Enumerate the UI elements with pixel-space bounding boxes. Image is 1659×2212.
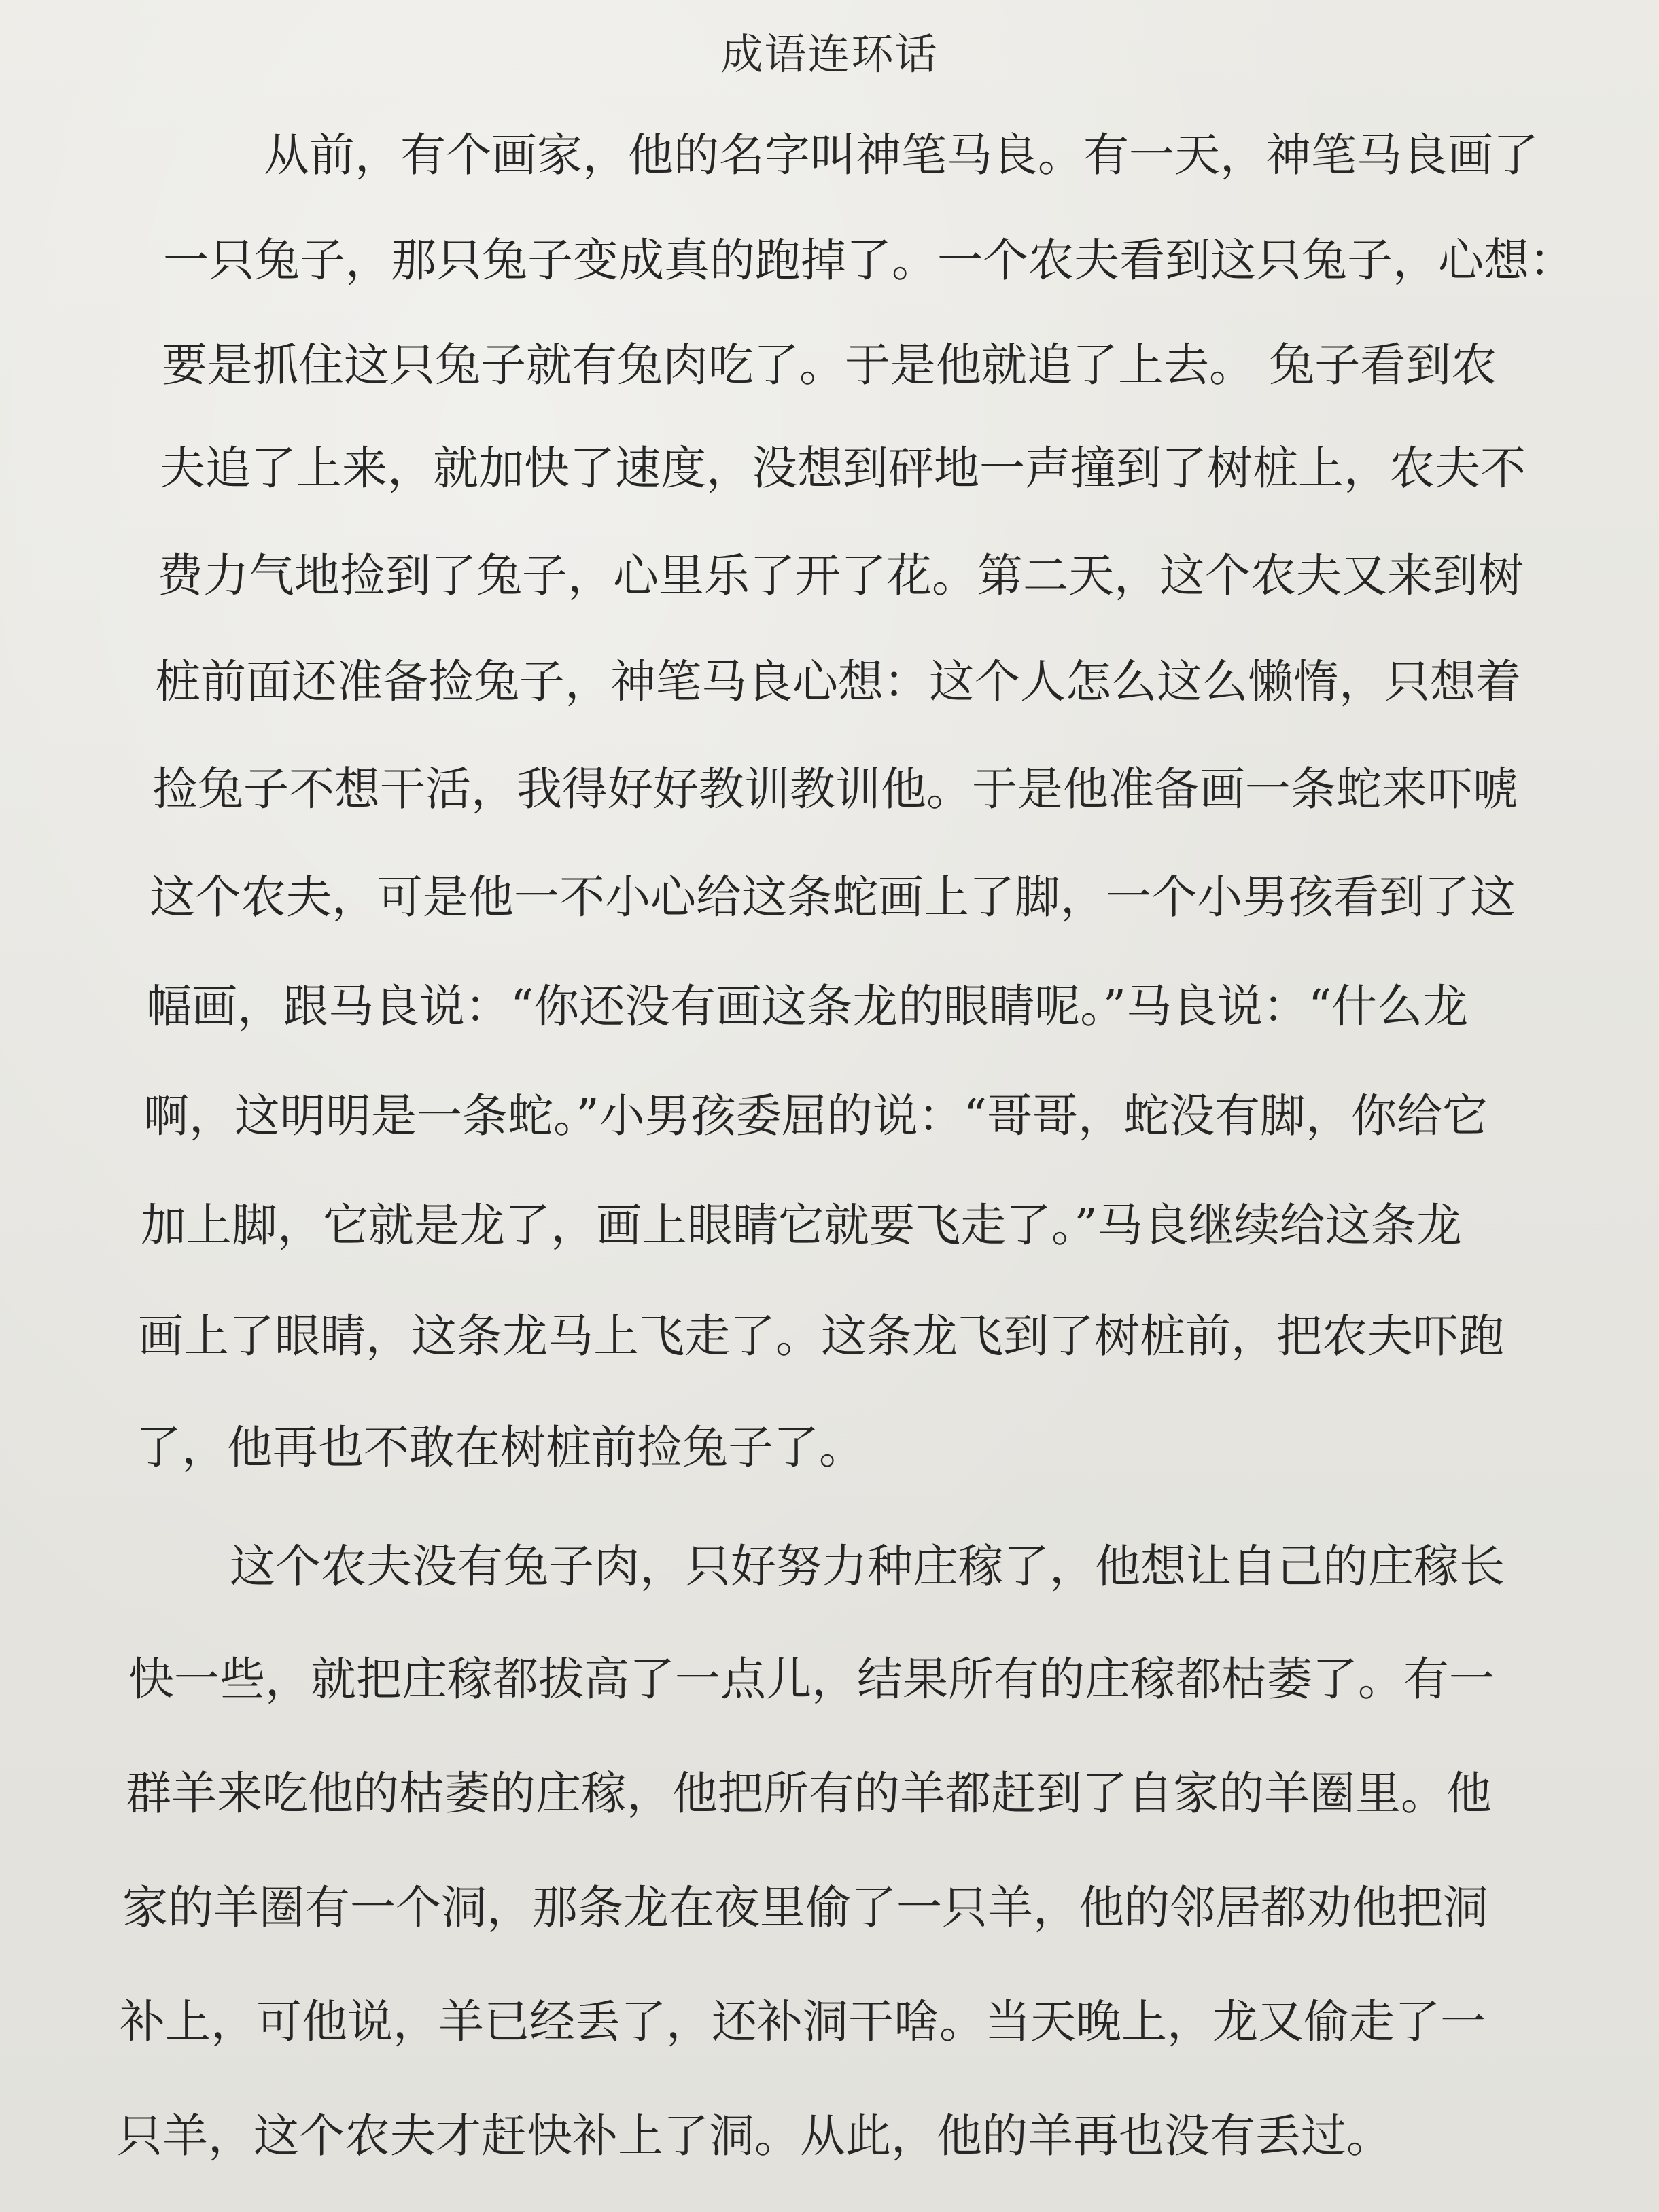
paragraph-1-line-5: 费力气地捡到了兔子，心里乐了开了花。第二天，这个农夫又来到树 — [158, 549, 1524, 602]
paragraph-1-line-1: 从前，有个画家，他的名字叫神笔马良。有一天，神笔马良画了 — [264, 128, 1539, 181]
paragraph-1-line-11: 加上脚，它就是龙了，画上眼睛它就要飞走了。”马良继续给这条龙 — [141, 1199, 1462, 1252]
paragraph-1-line-6: 桩前面还准备捡兔子，神笔马良心想：这个人怎么这么懒惰，只想着 — [155, 655, 1521, 708]
paragraph-1-line-9: 幅画，跟马良说：“你还没有画这条龙的眼睛呢。”马良说：“什么龙 — [146, 980, 1469, 1033]
document-title: 成语连环话 — [720, 29, 939, 79]
paragraph-2-line-6: 只羊，这个农夫才赶快补上了洞。从此，他的羊再也没有丢过。 — [117, 2109, 1392, 2162]
paragraph-2-line-2: 快一些，就把庄稼都拔高了一点儿，结果所有的庄稼都枯萎了。有一 — [128, 1653, 1495, 1706]
paragraph-1-line-10: 啊，这明明是一条蛇。”小男孩委屈的说：“哥哥，蛇没有脚，你给它 — [143, 1089, 1488, 1142]
paragraph-2-line-3: 群羊来吃他的枯萎的庄稼，他把所有的羊都赶到了自家的羊圈里。他 — [126, 1767, 1492, 1820]
paragraph-1-line-8: 这个农夫，可是他一不小心给这条蛇画上了脚，一个小男孩看到了这 — [150, 871, 1516, 924]
paragraph-1-line-7: 捡兔子不想干活，我得好好教训教训他。于是他准备画一条蛇来吓唬 — [152, 762, 1518, 815]
paragraph-2-line-5: 补上，可他说，羊已经丢了，还补洞干啥。当天晚上，龙又偷走了一 — [120, 1995, 1486, 2048]
paragraph-2-line-4: 家的羊圈有一个洞，那条龙在夜里偷了一只羊，他的邻居都劝他把洞 — [122, 1881, 1488, 1934]
paragraph-1-line-3: 要是抓住这只兔子就有兔肉吃了。于是他就追了上去。 兔子看到农 — [162, 338, 1497, 391]
paragraph-1-line-2: 一只兔子，那只兔子变成真的跑掉了。一个农夫看到这只兔子，心想： — [163, 234, 1575, 287]
paragraph-1-line-13: 了，他再也不敢在树桩前捡兔子了。 — [136, 1421, 865, 1474]
paragraph-1-line-12: 画上了眼睛，这条龙马上飞走了。这条龙飞到了树桩前，把农夫吓跑 — [138, 1310, 1504, 1363]
paragraph-1-line-4: 夫追了上来，就加快了速度，没想到砰地一声撞到了树桩上，农夫不 — [160, 442, 1526, 495]
paragraph-2-line-1: 这个农夫没有兔子肉，只好努力种庄稼了，他想让自己的庄稼长 — [230, 1540, 1505, 1593]
